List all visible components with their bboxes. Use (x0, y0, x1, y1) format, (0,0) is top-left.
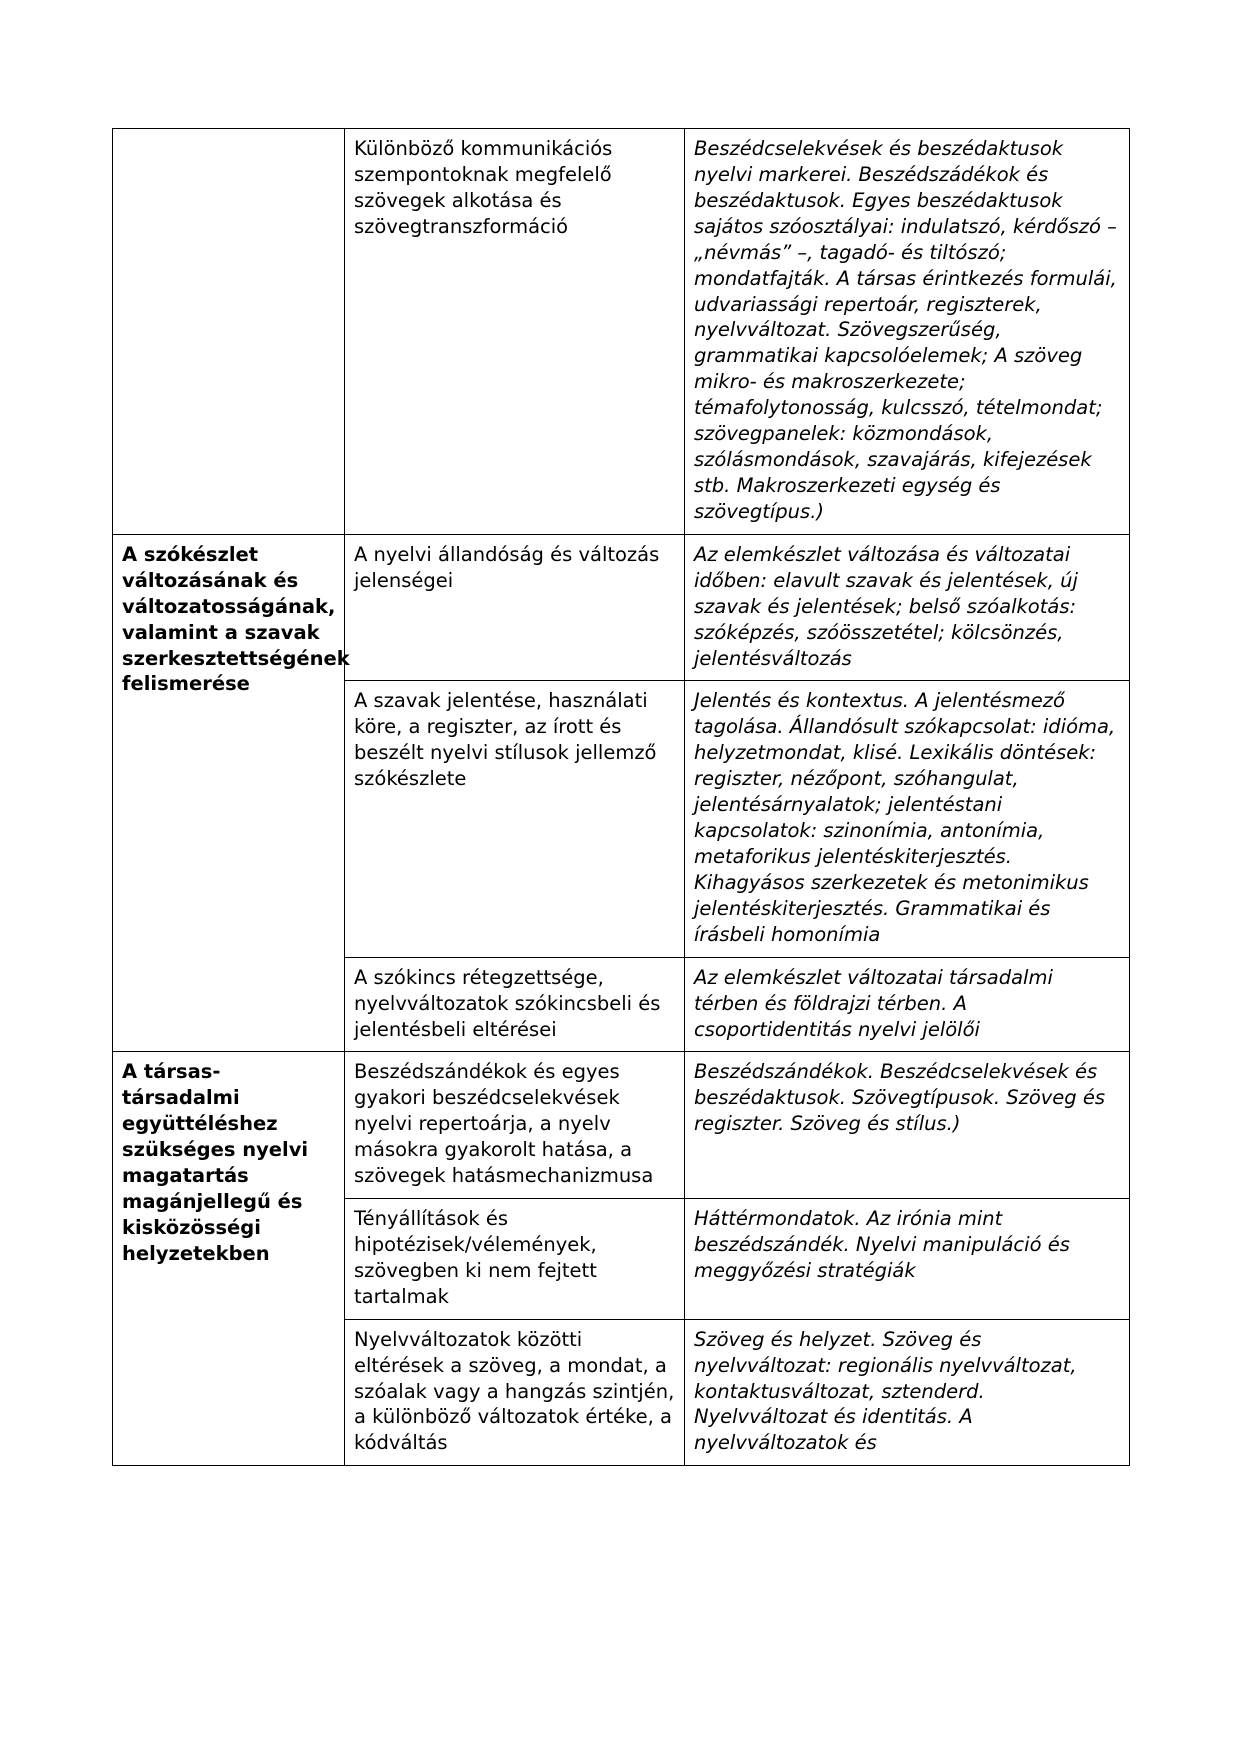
topic-cell (113, 129, 345, 535)
requirement-cell: A nyelvi állandóság és változás jelenségei (345, 534, 685, 681)
curriculum-table (112, 128, 1130, 1466)
requirement-cell: Különböző kommunikációs szempontoknak megfelelő szövegek alkotása és szövegtranszformáció (345, 129, 685, 535)
requirement-cell: Nyelvváltozatok közötti eltérések a szöveg, a mondat, a szóalak vagy a hangzás szintjén, a különböző változatok értéke, a kódváltás (345, 1319, 685, 1466)
requirement-cell: A szókincs rétegzettsége, nyelvváltozatok szókincsbeli és jelentésbeli eltérései (345, 957, 685, 1052)
topic-cell: A szókészlet változásának és változatosságának, valamint a szavak szerkesztettségének felismerése (113, 534, 345, 1052)
knowledge-cell: Beszédszándékok. Beszédcselekvések és beszédaktusok. Szövegtípusok. Szöveg és regiszter. Szöveg és stílus.) (685, 1052, 1130, 1199)
requirement-cell: A szavak jelentése, használati köre, a regiszter, az írott és beszélt nyelvi stílusok jellemző szókészlete (345, 681, 685, 957)
table-row (113, 129, 1130, 535)
knowledge-cell: Háttérmondatok. Az irónia mint beszédszándék. Nyelvi manipuláció és meggyőzési stratégiák (685, 1199, 1130, 1320)
knowledge-cell: Szöveg és helyzet. Szöveg és nyelvváltozat: regionális nyelvváltozat, kontaktusváltozat, sztenderd. Nyelvváltozat és identitás. A nyelvváltozatok és (685, 1319, 1130, 1466)
knowledge-cell: Az elemkészlet változása és változatai időben: elavult szavak és jelentések, új szavak és jelentések; belső szóalkotás: szóképzés, szóösszetétel; kölcsönzés, jelentésváltozás (685, 534, 1130, 681)
table-row (113, 534, 1130, 681)
knowledge-cell: Beszédcselekvések és beszédaktusok nyelvi markerei. Beszédszádékok és beszédaktusok. Egyes beszédaktusok sajátos szóosztályai: indulatszó, kérdőszó – „névmás” –, tagadó- és tiltószó; mondatfajták. A társas érintkezés formulái, udvariassági repertoár, regiszterek, nyelvváltozat. Szövegszerűség, grammatikai kapcsolóelemek; A szöveg mikro- és makroszerkezete; témafolytonosság, kulcsszó, tételmondat; szövegpanelek: közmondások, szólásmondások, szavajárás, kifejezések stb. Makroszerkezeti egység és szövegtípus.) (685, 129, 1130, 535)
requirement-cell: Beszédszándékok és egyes gyakori beszédcselekvések nyelvi repertoárja, a nyelv másokra gyakorolt hatása, a szövegek hatásmechanizmusa (345, 1052, 685, 1199)
topic-cell: A társas-társadalmi együttéléshez szükséges nyelvi magatartás magánjellegű és kisközösségi helyzetekben (113, 1052, 345, 1466)
knowledge-cell: Jelentés és kontextus. A jelentésmező tagolása. Állandósult szókapcsolat: idióma, helyzetmondat, klisé. Lexikális döntések: regiszter, nézőpont, szóhangulat, jelentésárnyalatok; jelentéstani kapcsolatok: szinonímia, antonímia, metaforikus jelentéskiterjesztés. Kihagyásos szerkezetek és metonimikus jelentéskiterjesztés. Grammatikai és írásbeli homonímia (685, 681, 1130, 957)
requirement-cell: Tényállítások és hipotézisek/vélemények, szövegben ki nem fejtett tartalmak (345, 1199, 685, 1320)
table-body (113, 129, 1130, 1466)
knowledge-cell: Az elemkészlet változatai társadalmi térben és földrajzi térben. A csoportidentitás nyelvi jelölői (685, 957, 1130, 1052)
table-row (113, 1052, 1130, 1199)
